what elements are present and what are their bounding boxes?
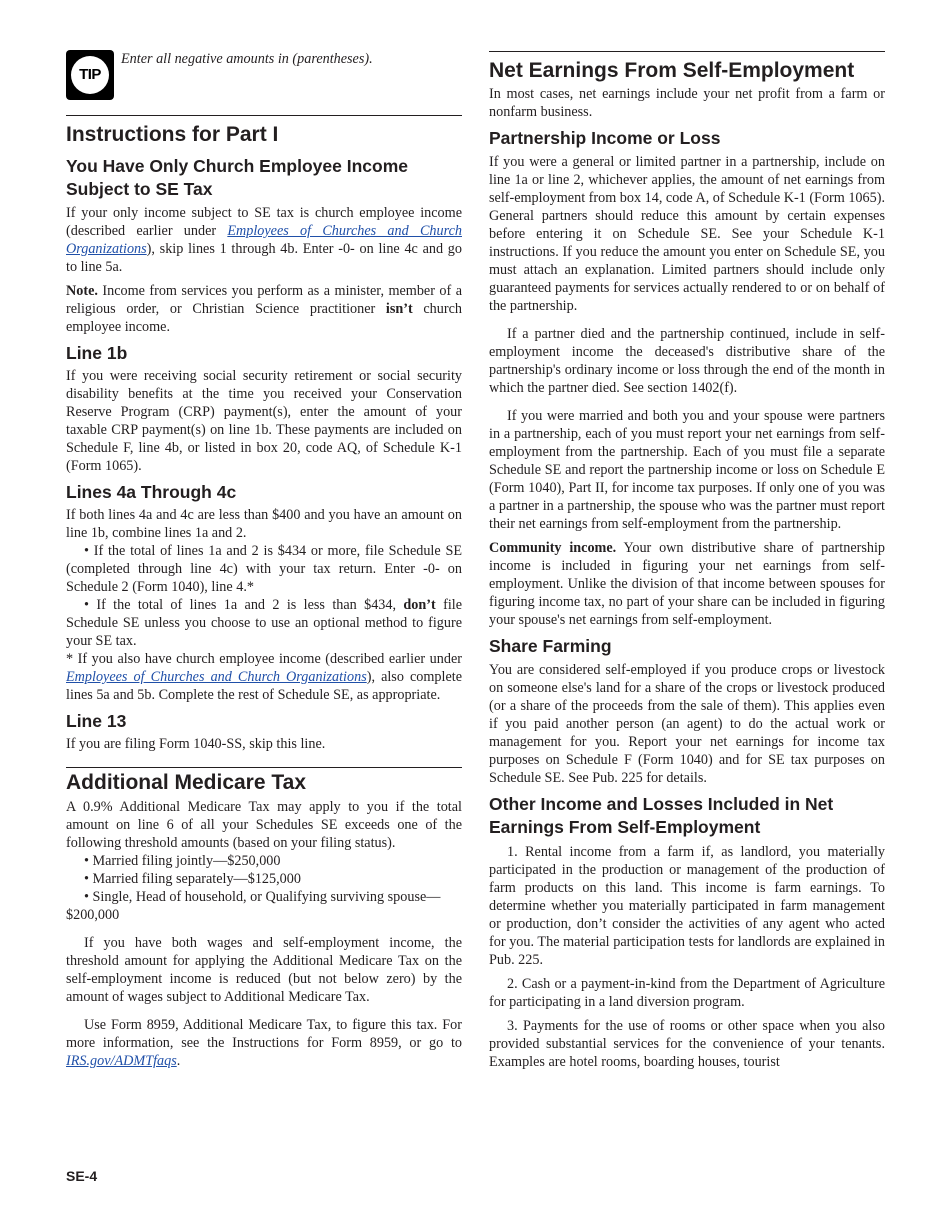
- line13-heading: Line 13: [66, 711, 127, 731]
- community-income-label: Community income.: [489, 540, 617, 556]
- other-income-heading: Other Income and Losses Included in Net Earnings From Self-Employment: [489, 794, 834, 837]
- church-paragraph: If your only income subject to SE tax is church employee income (described earlier under Employees of Churches and Church Organizations), skip lines 1 through 4b. Enter -0- on line 4c and go to line 5a.: [66, 205, 462, 275]
- lines4-bullet-2: • If the total of lines 1a and 2 is less than $434, don’t file Schedule SE unless you choose to use an optional method to figure your SE tax.: [66, 597, 463, 649]
- left-column: [66, 115, 462, 1070]
- note-label: Note.: [66, 283, 98, 299]
- share-farming-heading: Share Farming: [489, 636, 612, 656]
- community-income-paragraph: Community income. Your own distributive share of partnership income is included in figuring your net earnings from self-employment. Unlike the division of that income between spouses for figuring income tax, no part of your share can be included in figuring your spouse's net earnings from self-employment.: [489, 540, 885, 628]
- section-divider: [66, 767, 462, 768]
- medicare-intro: A 0.9% Additional Medicare Tax may apply to you if the total amount on line 6 of all your Schedules SE exceeds one of the following threshold amounts (based on your filing status).: [66, 799, 462, 851]
- other-income-item-2: 2. Cash or a payment-in-kind from the Department of Agriculture for participating in a land diversion program.: [489, 976, 885, 1010]
- partnership-paragraph-1: If you were a general or limited partner in a partnership, include on line 1a or line 2, whichever applies, the amount of net earnings from self-employment from box 14, code A, of Schedule K-1 (Form 1065). General partners should reduce this amount by certain expenses before entering it on Schedule SE. See your Schedule K-1 instructions. If you reduce the amount you enter on Schedule SE, you must attach an explanation. Limited partners should include only guaranteed payments for services actually rendered to or on behalf of the partnership.: [489, 154, 885, 314]
- other-income-item-1: 1. Rental income from a farm if, as landlord, you materially participated in the production or management of the production of farm products on this land. This income is farm earnings. To determine whether you materially participated in farm management or production, don’t consider the activities of any agent who acted for you. The material participation tests for landlords are explained in Pub. 225.: [489, 844, 885, 968]
- threshold-item: • Single, Head of household, or Qualifying surviving spouse—$200,000: [66, 889, 441, 923]
- lines4-footnote: * If you also have church employee income (described earlier under Employees of Churches and Church Organizations), also complete lines 5a and 5b. Complete the rest of Schedule SE, as appropriate.: [66, 651, 462, 703]
- lines4-bullet-1: • If the total of lines 1a and 2 is $434 or more, file Schedule SE (completed through line 4c) with your tax return. Enter -0- on Schedule 2 (Form 1040), line 4.*: [66, 543, 463, 595]
- partnership-heading: Partnership Income or Loss: [489, 128, 721, 148]
- section-divider: [66, 115, 462, 116]
- page-number: SE-4: [66, 1168, 98, 1184]
- employees-of-churches-link[interactable]: Employees of Churches and Church Organizations: [66, 223, 462, 257]
- lines4-heading: Lines 4a Through 4c: [66, 482, 237, 502]
- church-note: Note. Income from services you perform as a minister, member of a religious order, or Christian Science practitioner isn’t church employee income.: [66, 283, 462, 335]
- net-earnings-intro: In most cases, net earnings include your net profit from a farm or nonfarm business.: [489, 86, 885, 120]
- partnership-paragraph-3: If you were married and both you and your spouse were partners in a partnership, each of you must report your net earnings from self-employment from the partnership. Each of you must file a separate Schedule SE and report the partnership income or loss on Schedule E (Form 1040), Part II, for income tax purposes. If only one of you was a partner in a partnership, the spouse who was the partner must report their net earnings from self-employment from the partnership.: [489, 408, 885, 532]
- partnership-paragraph-2: If a partner died and the partnership continued, include in self-employment income the deceased's distributive share of the partnership's ordinary income or loss through the end of the month in which the partner died. See section 1402(f).: [489, 326, 885, 396]
- part1-title: Instructions for Part I: [66, 123, 279, 146]
- threshold-item: • Married filing jointly—$250,000: [84, 853, 281, 869]
- medicare-paragraph-3: Use Form 8959, Additional Medicare Tax, to figure this tax. For more information, see the Instructions for Form 8959, or go to IRS.gov/ADMTfaqs.: [66, 1017, 462, 1069]
- church-heading: You Have Only Church Employee Income Subject to SE Tax: [66, 156, 408, 199]
- net-earnings-title: Net Earnings From Self-Employment: [489, 59, 855, 82]
- line1b-heading: Line 1b: [66, 343, 128, 363]
- threshold-item: • Married filing separately—$125,000: [84, 871, 301, 887]
- other-income-item-3: 3. Payments for the use of rooms or other space when you also provided substantial services for the convenience of your tenants. Examples are hotel rooms, boarding houses, tourist: [489, 1018, 885, 1070]
- tip-text: Enter all negative amounts in (parentheses).: [121, 51, 373, 67]
- medicare-title: Additional Medicare Tax: [66, 771, 306, 794]
- tip-icon: TIP: [66, 50, 114, 100]
- tip-callout: [66, 50, 462, 102]
- line1b-text: If you were receiving social security retirement or social security disability benefits at the time you received your Conservation Reserve Program (CRP) payment(s), enter the amount of your taxable CRP payment(s) on line 1b. These payments are included on Schedule F, line 4b, or listed in box 20, code AQ, of Schedule K-1 (Form 1065).: [66, 368, 462, 474]
- right-column: [489, 51, 885, 1071]
- lines4-intro: If both lines 4a and 4c are less than $400 and you have an amount on line 1b, combine lines 1a and 2.: [66, 507, 462, 541]
- admt-faqs-link[interactable]: IRS.gov/ADMTfaqs: [66, 1053, 177, 1069]
- medicare-paragraph-2: If you have both wages and self-employment income, the threshold amount for applying the Additional Medicare Tax on the self-employment income is reduced (but not below zero) by the amount of wages subject to Additional Medicare Tax.: [66, 935, 462, 1005]
- section-divider: [489, 51, 885, 52]
- share-farming-text: You are considered self-employed if you produce crops or livestock on someone else's land for a share of the crops or livestock produced (or a share of the proceeds from the sale of them). This applies even if you paid another person (an agent) to do the actual work or management for you. Report your net earnings for income tax purposes on Schedule F (Form 1040) and for SE tax purposes on Schedule SE. See Pub. 225 for details.: [489, 662, 885, 786]
- line13-text: If you are filing Form 1040-SS, skip this line.: [66, 736, 326, 752]
- employees-of-churches-link-2[interactable]: Employees of Churches and Church Organizations: [66, 669, 367, 685]
